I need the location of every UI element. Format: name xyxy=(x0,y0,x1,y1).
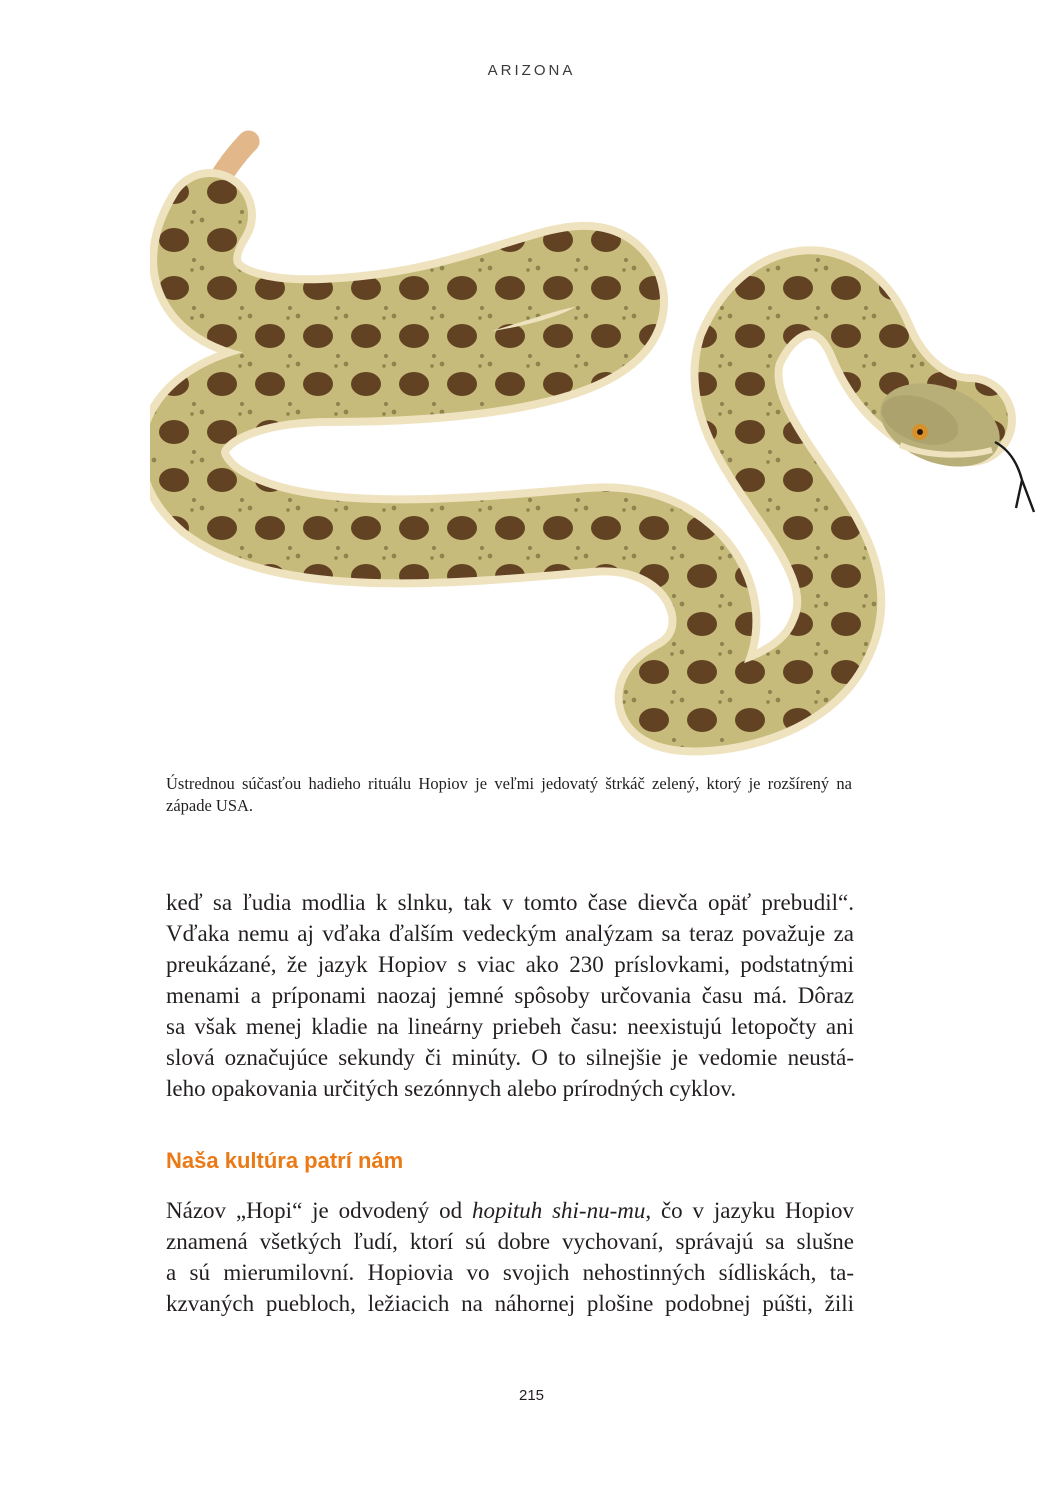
body-paragraph-2 xyxy=(166,1195,854,1319)
italic-term: hopituh shi-nu-mu xyxy=(471,1198,646,1223)
body-paragraph-1 xyxy=(166,887,854,1104)
running-head: ARIZONA xyxy=(487,62,576,79)
text-run: , čo v jazyku Hopiov xyxy=(645,1198,854,1223)
body-line: leho opakovania určitých sezónnych alebo prírodných cyklov. xyxy=(166,1076,737,1101)
body-line: a sú mierumilovní. Hopiovia vo svojich nehostinných sídliskách, ta- xyxy=(166,1260,854,1285)
body-line: znamená všetkých ľudí, ktorí sú dobre vychovaní, správajú sa slušne xyxy=(166,1229,854,1254)
section-heading: Naša kultúra patrí nám xyxy=(166,1148,404,1173)
body-line: sa však menej kladie na lineárny priebeh času: neexistujú letopočty ani xyxy=(166,1014,854,1039)
rattlesnake-illustration xyxy=(150,120,1050,760)
body-line: menami a príponami naozaj jemné spôsoby určovania času má. Dôraz xyxy=(166,983,854,1008)
body-line: keď sa ľudia modlia k slnku, tak v tomto čase dievča opäť prebudil“. xyxy=(166,890,854,915)
text-run: Názov „Hopi“ je odvodený od xyxy=(166,1198,472,1223)
body-line: preukázané, že jazyk Hopiov s viac ako 230 príslovkami, podstatnými xyxy=(166,952,854,977)
figure-caption: Ústrednou súčasťou hadieho rituálu Hopiov je veľmi jedovatý štrkáč zelený, ktorý je rozšírený na západe USA. xyxy=(166,774,852,815)
body-line: Vďaka nemu aj vďaka ďalším vedeckým analýzam sa teraz považuje za xyxy=(166,921,854,946)
body-line: kzvaných puebloch, ležiacich na náhornej plošine podobnej púšti, žili xyxy=(166,1291,854,1316)
page-number: 215 xyxy=(518,1387,545,1404)
body-line: slová označujúce sekundy či minúty. O to silnejšie je vedomie neustá- xyxy=(166,1045,854,1070)
body-line xyxy=(166,1195,854,1226)
